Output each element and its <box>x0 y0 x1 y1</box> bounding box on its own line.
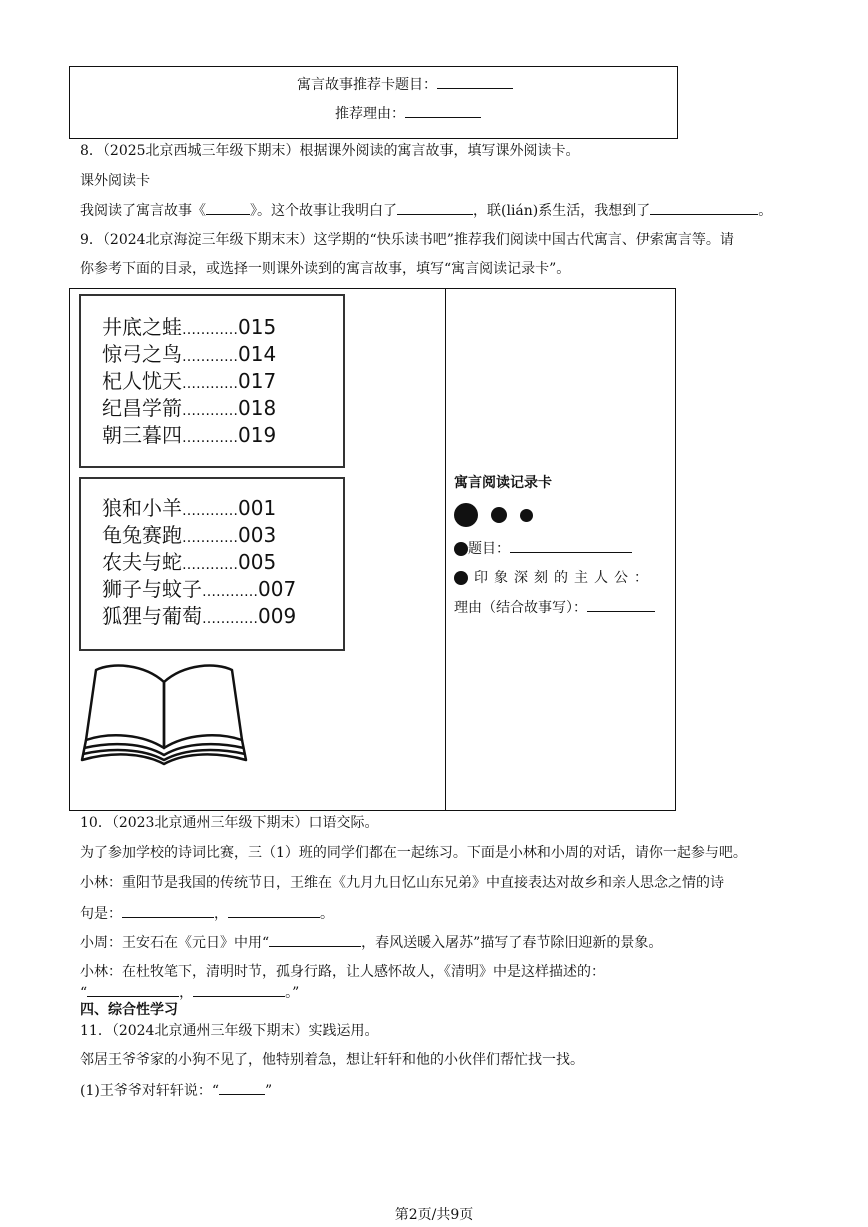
q10-intro: 为了参加学校的诗词比赛，三（1）班的同学们都在一起练习。下面是小林和小周的对话，请你一起参与吧。 <box>80 845 747 861</box>
toc-entry-title: 惊弓之鸟 <box>102 342 182 366</box>
q11-sub1-blank[interactable] <box>219 1080 265 1095</box>
toc-entry-page: 001 <box>238 496 277 520</box>
toc-entry-title: 农夫与蛇 <box>102 550 182 574</box>
q8-life-blank[interactable] <box>650 200 758 215</box>
open-quote: “ <box>80 985 88 1001</box>
toc-entry <box>102 341 343 368</box>
table-divider <box>445 288 446 810</box>
record-reason-label: 理由（结合故事写）： <box>454 600 587 616</box>
toc-entry <box>102 495 343 522</box>
toc-aesop-fables <box>79 477 345 651</box>
large-dot-icon <box>454 503 478 527</box>
q9-heading-line-1: 9．（2024北京海淀三年级下期末末）这学期的“快乐读书吧”推荐我们阅读中国古代寓言、伊索寓言等。请 <box>80 232 734 248</box>
toc-entry-leader: ………… <box>182 557 238 573</box>
record-character-line <box>454 568 654 588</box>
q8-card-title: 课外阅读卡 <box>80 173 150 189</box>
q10-zhou-line <box>80 932 662 953</box>
toc-entry <box>102 576 343 603</box>
q10-lin-line-2 <box>80 903 334 924</box>
toc-entry-page: 003 <box>238 523 277 547</box>
period: 。 <box>320 906 334 922</box>
bullet-icon <box>454 542 468 556</box>
q8-text-1: 我阅读了寓言故事《 <box>80 203 206 219</box>
toc-entry-page: 015 <box>238 315 277 339</box>
q11-sub1 <box>80 1080 272 1101</box>
toc-entry-page: 007 <box>258 577 297 601</box>
q10-qingming-blank-1[interactable] <box>87 982 179 997</box>
toc-entry <box>102 314 343 341</box>
toc-entry-title: 井底之蛙 <box>102 315 182 339</box>
toc-chinese-fables <box>79 294 345 468</box>
toc-entry <box>102 549 343 576</box>
toc-entry-page: 009 <box>258 604 297 628</box>
q8-text-3: ，联(lián)系生活，我想到了 <box>473 203 651 219</box>
record-title-line <box>454 538 632 559</box>
toc-entry-page: 017 <box>238 369 277 393</box>
toc-entry-page: 018 <box>238 396 277 420</box>
toc-entry-leader: ………… <box>202 611 258 627</box>
toc-entry-leader: ………… <box>182 403 238 419</box>
recommendation-title-line <box>297 74 513 95</box>
recommendation-title-label: 寓言故事推荐卡题目： <box>297 77 437 93</box>
medium-dot-icon <box>491 507 507 523</box>
q10-zhou-text-2: ，春风送暖入屠苏”描写了春节除旧迎新的景象。 <box>361 935 663 951</box>
q10-qingming-blank-2[interactable] <box>193 982 285 997</box>
toc-entry-title: 狐狸与葡萄 <box>102 604 202 628</box>
record-character-label: 印象深刻的主人公： <box>474 570 654 586</box>
toc-entry <box>102 395 343 422</box>
recommendation-reason-label: 推荐理由： <box>335 106 405 122</box>
q11-heading: 11．（2024北京通州三年级下期末）实践运用。 <box>80 1023 379 1039</box>
section-4-heading: 四、综合性学习 <box>80 1002 178 1018</box>
q8-fill-line <box>80 200 772 221</box>
record-reason-line <box>454 597 655 618</box>
toc-entry-title: 杞人忧天 <box>102 369 182 393</box>
comma: ， <box>179 985 194 1001</box>
q9-heading-line-2: 你参考下面的目录，或选择一则课外读到的寓言故事，填写“寓言阅读记录卡”。 <box>80 261 571 277</box>
toc-entry-leader: ………… <box>182 376 238 392</box>
q10-zhou-text-1: 小周：王安石在《元日》中用“ <box>80 935 270 951</box>
toc-entry-leader: ………… <box>182 430 238 446</box>
q8-text-2: 》。这个故事让我明白了 <box>250 203 397 219</box>
record-reason-blank[interactable] <box>587 597 655 612</box>
toc-entry-page: 005 <box>238 550 277 574</box>
close-quote: 。” <box>285 985 300 1001</box>
toc-entry-title: 狼和小羊 <box>102 496 182 520</box>
close-quote: ” <box>265 1083 273 1099</box>
q11-sub1-text: (1)王爷爷对轩轩说：“ <box>80 1083 219 1099</box>
recommendation-reason-blank[interactable] <box>405 103 481 118</box>
record-card-heading: 寓言阅读记录卡 <box>454 475 552 491</box>
q10-heading: 10．（2023北京通州三年级下期末）口语交际。 <box>80 815 379 831</box>
small-dot-icon <box>520 509 533 522</box>
q11-intro: 邻居王爷爷家的小狗不见了，他特别着急，想让轩轩和他的小伙伴们帮忙找一找。 <box>80 1052 584 1068</box>
page-number: 第2页/共9页 <box>394 1207 474 1223</box>
record-title-blank[interactable] <box>510 538 632 553</box>
recommendation-title-blank[interactable] <box>437 74 513 89</box>
toc-entry-title: 纪昌学箭 <box>102 396 182 420</box>
q10-lin-line-1: 小林：重阳节是我国的传统节日，王维在《九月九日忆山东兄弟》中直接表达对故乡和亲人思念之情的诗 <box>80 875 724 891</box>
toc-entry-title: 朝三暮四 <box>102 423 182 447</box>
q10-yuanri-blank[interactable] <box>269 932 361 947</box>
toc-entry-title: 狮子与蚊子 <box>102 577 202 601</box>
bullet-icon <box>454 571 468 585</box>
toc-entry-leader: ………… <box>182 503 238 519</box>
record-card-dots <box>454 503 533 527</box>
toc-entry-leader: ………… <box>182 349 238 365</box>
q10-lin-line-3: 小林：在杜牧笔下，清明时节，孤身行路，让人感怀故人，《清明》中是这样描述的： <box>80 964 605 980</box>
toc-entry-leader: ………… <box>202 584 258 600</box>
q10-poem-blank-2[interactable] <box>228 903 320 918</box>
toc-entry-leader: ………… <box>182 322 238 338</box>
toc-entry <box>102 603 343 630</box>
q8-text-4: 。 <box>758 203 773 219</box>
q8-story-blank[interactable] <box>206 200 250 215</box>
record-title-label: 题目： <box>468 541 510 557</box>
toc-entry-title: 龟兔赛跑 <box>102 523 182 547</box>
q10-poem-blank-1[interactable] <box>122 903 214 918</box>
toc-entry-page: 014 <box>238 342 277 366</box>
q8-lesson-blank[interactable] <box>397 200 473 215</box>
q10-lin-text: 句是： <box>80 906 122 922</box>
recommendation-reason-line <box>335 103 481 124</box>
q8-heading: 8．（2025北京西城三年级下期末）根据课外阅读的寓言故事，填写课外阅读卡。 <box>80 143 580 159</box>
toc-entry-leader: ………… <box>182 530 238 546</box>
toc-entry-page: 019 <box>238 423 277 447</box>
toc-entry <box>102 422 343 449</box>
comma: ， <box>214 906 228 922</box>
open-book-icon <box>78 660 250 766</box>
toc-entry <box>102 522 343 549</box>
toc-entry <box>102 368 343 395</box>
